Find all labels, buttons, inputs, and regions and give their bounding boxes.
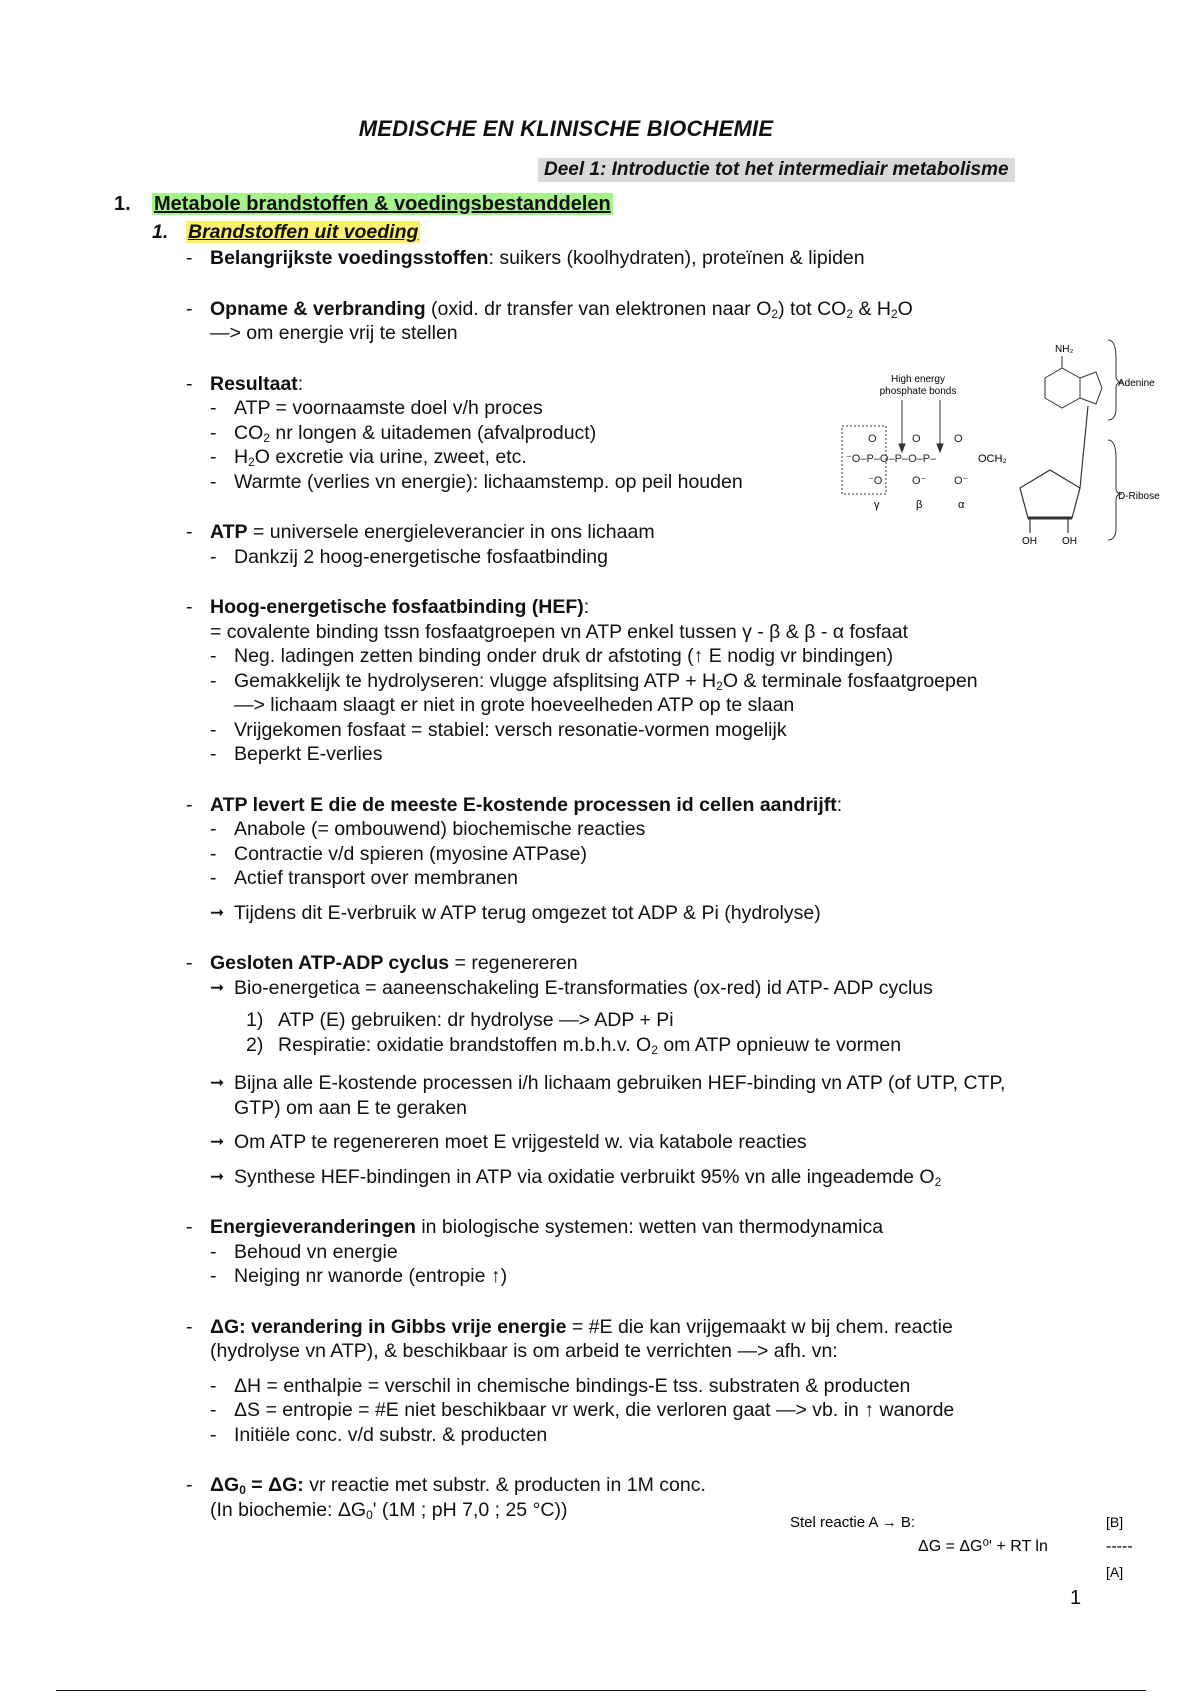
bullet-delta-g0: - $\Delta G_0 = \Delta G$: vr reactie met substr. & producten in 1M conc. (In biochemie: $\Delta G_0'$ (1M ; pH 7,0 ; 25 °C)) — [186, 1474, 706, 1522]
list-item — [246, 1033, 1086, 1058]
text-hef-2c: —> lichaam slaagt er niet in grote hoeveelheden ATP op te slaan — [234, 694, 795, 716]
subscript: 2 — [846, 306, 854, 321]
term-hef: Hoog-energetische fosfaatbinding (HEF) — [210, 596, 584, 618]
text-resultaat-2a: CO — [234, 421, 264, 444]
text-gibbs-2: ΔS = entropie = #E niet beschikbaar vr werk, die verloren gaat —> vb. in ↑ wanorde — [234, 1399, 955, 1421]
text-gibbs-line2: (hydrolyse vn ATP), & beschikbaar is om arbeid te verrichten —> afh. vn: — [210, 1340, 838, 1362]
sub-bullet: - Neg. ladingen zetten binding onder druk dr afstoting (↑ E nodig vr bindingen) — [210, 644, 1086, 669]
subscript: 2 — [263, 430, 270, 445]
text-cyclus-arrow4: Synthese HEF-bindingen in ATP via oxidatie verbruikt 95% vn alle ingeademde O — [234, 1165, 935, 1188]
text-atp-levert-2: Contractie v/d spieren (myosine ATPase) — [234, 842, 587, 865]
text-hef-2b: O & terminale fosfaatgroepen — [722, 669, 978, 692]
sub-bullet: - Contractie v/d spieren (myosine ATPase) — [210, 842, 1086, 867]
text-hef-2a: Gemakkelijk te hydrolyseren: vlugge afsplitsing ATP + H — [234, 669, 717, 692]
term-atp-levert: ATP levert E die de meeste E-kostende processen id cellen aandrijft — [210, 793, 837, 816]
bullet-voedingsstoffen: - Belangrijkste voedingsstoffen: suikers (koolhydraten), proteïnen & lipiden — [186, 247, 865, 269]
section-number: 1. — [114, 193, 131, 215]
text-gibbs-1: ΔH = enthalpie = verschil in chemische bindings-E tss. substraten & producten — [234, 1374, 911, 1397]
sub-bullet: - Warmte (verlies vn energie): lichaamstemp. op peil houden — [210, 470, 1086, 495]
list-number: 1) — [246, 1009, 264, 1031]
text-resultaat-3a: H — [234, 446, 249, 468]
term-opname: Opname & verbranding — [210, 297, 426, 320]
svg-text:O: O — [912, 433, 921, 445]
text-delta-g0-line2a: (In biochemie: ΔG — [210, 1498, 367, 1521]
sub-bullet: - Beperkt E-verlies — [210, 742, 1086, 767]
text-resultaat-3b: O excretie via urine, zweet, etc. — [254, 446, 527, 468]
svg-text:O: O — [868, 433, 877, 445]
text-atp-levert-1: Anabole (= ombouwend) biochemische reacties — [234, 818, 646, 840]
subscript: 2 — [890, 306, 898, 321]
sub-bullet: - Behoud vn energie — [210, 1240, 1086, 1265]
formula-denominator: [A] — [1106, 1564, 1124, 1580]
text-cyclus-arrow3: Om ATP te regenereren moet E vrijgesteld w. via katabole reacties — [234, 1131, 807, 1153]
numbered-list — [210, 1008, 1086, 1057]
subsection-heading — [152, 221, 420, 244]
sub-bullet: - ATP = voornaamste doel v/h proces — [210, 396, 1086, 421]
text-opname-b: ) tot CO — [778, 297, 847, 320]
text-resultaat-1: ATP = voornaamste doel v/h proces — [234, 397, 543, 419]
svg-text:O⁻: O⁻ — [912, 475, 927, 487]
phosphate-chain — [846, 433, 969, 487]
term-atp: ATP — [210, 521, 248, 543]
text-resultaat-4: Warmte (verlies vn energie): lichaamstemp. op peil houden — [234, 470, 743, 493]
sub-bullet: - Actief transport over membranen — [210, 866, 1086, 891]
text-opname-line2: —> om energie vrij te stellen — [210, 322, 458, 344]
bullet-cyclus: - Gesloten ATP-ADP cyclus = regenereren ➞ Bio-energetica = aaneenschakeling E-transformaties (ox-red) id ATP- ADP cyclus 1) ATP (E) gebruiken: dr hydrolyse —> ADP + Pi 2) Respiratie: oxidatie brandstoffen m.b.h.v. $O_2$ om ATP opnieuw te vormen ➞ Bijna alle E-kostende processen i/h lichaam gebruiken HEF-binding vn ATP (of UTP, CTP, GTP) om aan E te geraken ➞ Om ATP te regenereren moet E vrijgesteld w. via katabole reacties ➞ Synthese HEF-bindingen in ATP via oxidatie verbruikt 95% vn alle ingeademde $O_2$ — [186, 951, 1086, 1189]
text-cyclus-n1: ATP (E) gebruiken: dr hydrolyse —> ADP + Pi — [278, 1009, 674, 1031]
text-energie-1: Behoud vn energie — [234, 1240, 398, 1263]
term-delta-g0-a: ΔG — [210, 1474, 240, 1496]
label-adenine: Adenine — [1118, 378, 1155, 389]
subscript: 2 — [934, 1174, 942, 1189]
colon: : — [297, 372, 304, 395]
label-gamma: γ — [874, 499, 880, 511]
text-resultaat-2b: nr longen & uitademen (afvalproduct) — [269, 421, 597, 444]
label-phosphate-bonds: phosphate bonds — [879, 386, 957, 397]
label-och2: OCH₂ — [978, 453, 1007, 465]
list-number: 2) — [246, 1033, 264, 1056]
text-atp-levert-arrow: Tijdens dit E-verbruik w ATP terug omgezet tot ADP & Pi (hydrolyse) — [234, 901, 821, 924]
label-alpha: α — [958, 499, 965, 511]
colon: : — [836, 793, 843, 816]
sub-bullet: - ΔH = enthalpie = verschil in chemische bindings-E tss. substraten & producten — [210, 1374, 1086, 1399]
text-cyclus-arrow1: Bio-energetica = aaneenschakeling E-transformaties (ox-red) id ATP- ADP cyclus — [234, 976, 933, 999]
text-cyclus: = regenereren — [449, 952, 578, 974]
term-voedingsstoffen: Belangrijkste voedingsstoffen — [210, 247, 489, 269]
document-title: MEDISCHE EN KLINISCHE BIOCHEMIE — [358, 116, 774, 141]
term-gibbs: ΔG: verandering in Gibbs vrije energie — [210, 1315, 567, 1338]
text-hef-1: Neg. ladingen zetten binding onder druk dr afstoting (↑ E nodig vr bindingen) — [234, 645, 894, 667]
bond-arrows — [899, 400, 943, 452]
arrow-note — [210, 1165, 1086, 1190]
subscript: 2 — [771, 306, 779, 321]
text-atp-1: Dankzij 2 hoog-energetische fosfaatbinding — [234, 545, 608, 568]
bullet-energieveranderingen: - Energieveranderingen in biologische systemen: wetten van thermodynamica - Behoud vn energie - Neiging nr wanorde (entropie ↑) — [186, 1215, 1086, 1289]
svg-text:⁻O–P–O–P–O–P–: ⁻O–P–O–P–O–P– — [846, 453, 937, 465]
arrow-note — [210, 1071, 1086, 1120]
list-item — [246, 1008, 1086, 1033]
arrow-note — [210, 976, 1086, 1001]
arrow-note — [210, 901, 1086, 926]
text-cyclus-n2b: om ATP opnieuw te vormen — [657, 1033, 902, 1056]
text-atp-levert-3: Actief transport over membranen — [234, 867, 518, 889]
bullet-opname: - Opname & verbranding (oxid. dr transfer van elektronen naar $O_2$) tot $CO_2$ & $H_2O$ —> om energie vrij te stellen — [186, 297, 1086, 346]
subscript: 2 — [651, 1042, 658, 1057]
term-resultaat: Resultaat — [210, 372, 298, 395]
text-cyclus-n2a: Respiratie: oxidatie brandstoffen m.b.h.v. O — [278, 1033, 652, 1056]
text-hef-3: Vrijgekomen fosfaat = stabiel: versch resonatie-vormen mogelijk — [234, 718, 787, 741]
label-beta: β — [916, 499, 923, 511]
atp-structure-figure — [840, 338, 1180, 553]
subsection-number: 1. — [152, 221, 169, 243]
term-energieveranderingen: Energieveranderingen — [210, 1216, 416, 1238]
colon: : — [583, 596, 590, 618]
subsection-title: Brandstoffen uit voeding — [188, 221, 419, 243]
document-subtitle: Deel 1: Introductie tot het intermediair metabolisme — [538, 158, 1015, 182]
text-cyclus-arrow2: Bijna alle E-kostende processen i/h lichaam gebruiken HEF-binding vn ATP (of UTP, CTP, GTP) om aan E te geraken — [234, 1072, 1006, 1119]
subscript: 0 — [239, 1483, 246, 1497]
right-arrow-icon: ➞ — [210, 1166, 225, 1186]
label-high-energy: High energy — [891, 374, 945, 385]
gibbs-formula — [786, 1505, 1166, 1595]
text-hef-4: Beperkt E-verlies — [234, 743, 383, 765]
bullet-gibbs: - ΔG: verandering in Gibbs vrije energie = #E die kan vrijgemaakt w bij chem. reactie (hydrolyse vn ATP), & beschikbaar is om arbeid te verrichten —> afh. vn: - ΔH = enthalpie = verschil in chemische bindings-E tss. substraten & producten - ΔS = entropie = #E niet beschikbaar vr werk, die verloren gaat —> vb. in ↑ wanorde - Initiële conc. v/d substr. & producten — [186, 1315, 1086, 1448]
formula-numerator: [B] — [1106, 1514, 1124, 1530]
svg-text:O: O — [954, 433, 963, 445]
ribose-ring — [1020, 406, 1088, 533]
text-energie-2: Neiging nr wanorde (entropie ↑) — [234, 1265, 508, 1287]
label-oh1: OH — [1022, 536, 1037, 547]
label-ribose: D-Ribose — [1118, 491, 1160, 502]
text-delta-g0-line2b: ' (1M ; pH 7,0 ; 25 °C)) — [372, 1498, 568, 1521]
label-oh2: OH — [1062, 536, 1077, 547]
subscript: 0 — [366, 1507, 373, 1522]
sub-bullet: - $CO_2$ nr longen & uitademen (afvalproduct) — [210, 421, 597, 445]
text-opname-d: O — [897, 297, 913, 320]
text-voedingsstoffen: : suikers (koolhydraten), proteïnen & lipiden — [488, 247, 865, 269]
bullet-atp: - ATP = universele energieleverancier in ons lichaam - Dankzij 2 hoog-energetische fosfaatbinding — [186, 520, 1086, 569]
text-atp: = universele energieleverancier in ons lichaam — [247, 521, 655, 543]
right-arrow-icon: ➞ — [210, 1132, 225, 1151]
text-gibbs: = #E die kan vrijgemaakt w bij chem. reactie — [566, 1315, 953, 1338]
svg-text:O⁻: O⁻ — [954, 475, 969, 487]
text-hef-def: = covalente binding tssn fosfaatgroepen vn ATP enkel tussen γ - β & β - α fosfaat — [210, 620, 909, 643]
footer-divider — [56, 1690, 1146, 1691]
subscript: 2 — [248, 455, 255, 469]
term-cyclus: Gesloten ATP-ADP cyclus — [210, 952, 450, 974]
ribose-bracket — [1108, 440, 1122, 540]
sub-bullet: - Initiële conc. v/d substr. & producten — [210, 1423, 1086, 1448]
bullet-atp-levert: - ATP levert E die de meeste E-kostende processen id cellen aandrijft: - Anabole (= ombouwend) biochemische reacties - Contractie v/d spieren (myosine ATPase) - Actief transport over membranen ➞ Tijdens dit E-verbruik w ATP terug omgezet tot ADP & Pi (hydrolyse) — [186, 793, 1086, 926]
sub-bullet: - Vrijgekomen fosfaat = stabiel: versch resonatie-vormen mogelijk — [210, 718, 1086, 743]
bullet-resultaat: - Resultaat: - ATP = voornaamste doel v/h proces - $CO_2$ nr longen & uitademen (afvalproduct) - $H_2O$ excretie via urine, zweet, etc. - Warmte (verlies vn energie): lichaamstemp. op peil houden — [186, 372, 1086, 495]
adenine-ring — [1045, 356, 1102, 408]
sub-bullet: - Gemakkelijk te hydrolyseren: vlugge afsplitsing ATP + $H_2O$ & terminale fosfaatgroepen —> lichaam slaagt er niet in grote hoeveelheden ATP op te slaan — [210, 669, 1086, 718]
right-arrow-icon: ➞ — [210, 977, 225, 997]
text-opname-c: & H — [853, 297, 891, 320]
subscript: 2 — [716, 678, 723, 693]
text-opname-a: (oxid. dr transfer van elektronen naar O — [425, 297, 772, 320]
right-arrow-icon: ➞ — [210, 1073, 225, 1092]
text-delta-g0: vr reactie met substr. & producten in 1M conc. — [303, 1474, 706, 1496]
arrow-note — [210, 1130, 1086, 1155]
sub-bullet: - $H_2O$ excretie via urine, zweet, etc. — [210, 446, 527, 469]
sub-bullet: - Dankzij 2 hoog-energetische fosfaatbinding — [210, 545, 1086, 570]
section-heading — [114, 193, 613, 216]
formula-reaction: Stel reactie A → B: — [790, 1514, 916, 1531]
page-number: 1 — [1070, 1587, 1082, 1609]
section-title: Metabole brandstoffen & voedingsbestanddelen — [154, 193, 611, 215]
text-energieveranderingen: in biologische systemen: wetten van thermodynamica — [415, 1216, 884, 1238]
right-arrow-icon: ➞ — [210, 902, 225, 922]
sub-bullet: - Anabole (= ombouwend) biochemische reacties — [210, 817, 1086, 842]
term-delta-g0-b: = ΔG: — [245, 1474, 304, 1496]
sub-bullet: - ΔS = entropie = #E niet beschikbaar vr werk, die verloren gaat —> vb. in ↑ wanorde — [210, 1398, 1086, 1423]
label-nh2: NH₂ — [1055, 344, 1074, 355]
formula-dashes: ----- — [1106, 1538, 1133, 1555]
bullet-hef: - Hoog-energetische fosfaatbinding (HEF): = covalente binding tssn fosfaatgroepen vn ATP enkel tussen γ - β & β - α fosfaat - Neg. ladingen zetten binding onder druk dr afstoting (↑ E nodig vr bindingen) - Gemakkelijk te hydrolyseren: vlugge afsplitsing ATP + $H_2O$ & terminale fosfaatgroepen —> lichaam slaagt er niet in grote hoeveelheden ATP op te slaan - Vrijgekomen fosfaat = stabiel: versch resonatie-vormen mogelijk - Beperkt E-verlies — [186, 595, 1086, 767]
formula-equation: ΔG = ΔG⁰' + RT ln — [918, 1538, 1048, 1555]
svg-text:⁻O: ⁻O — [868, 475, 883, 487]
text-gibbs-3: Initiële conc. v/d substr. & producten — [234, 1423, 548, 1446]
sub-bullet: - Neiging nr wanorde (entropie ↑) — [210, 1264, 1086, 1289]
